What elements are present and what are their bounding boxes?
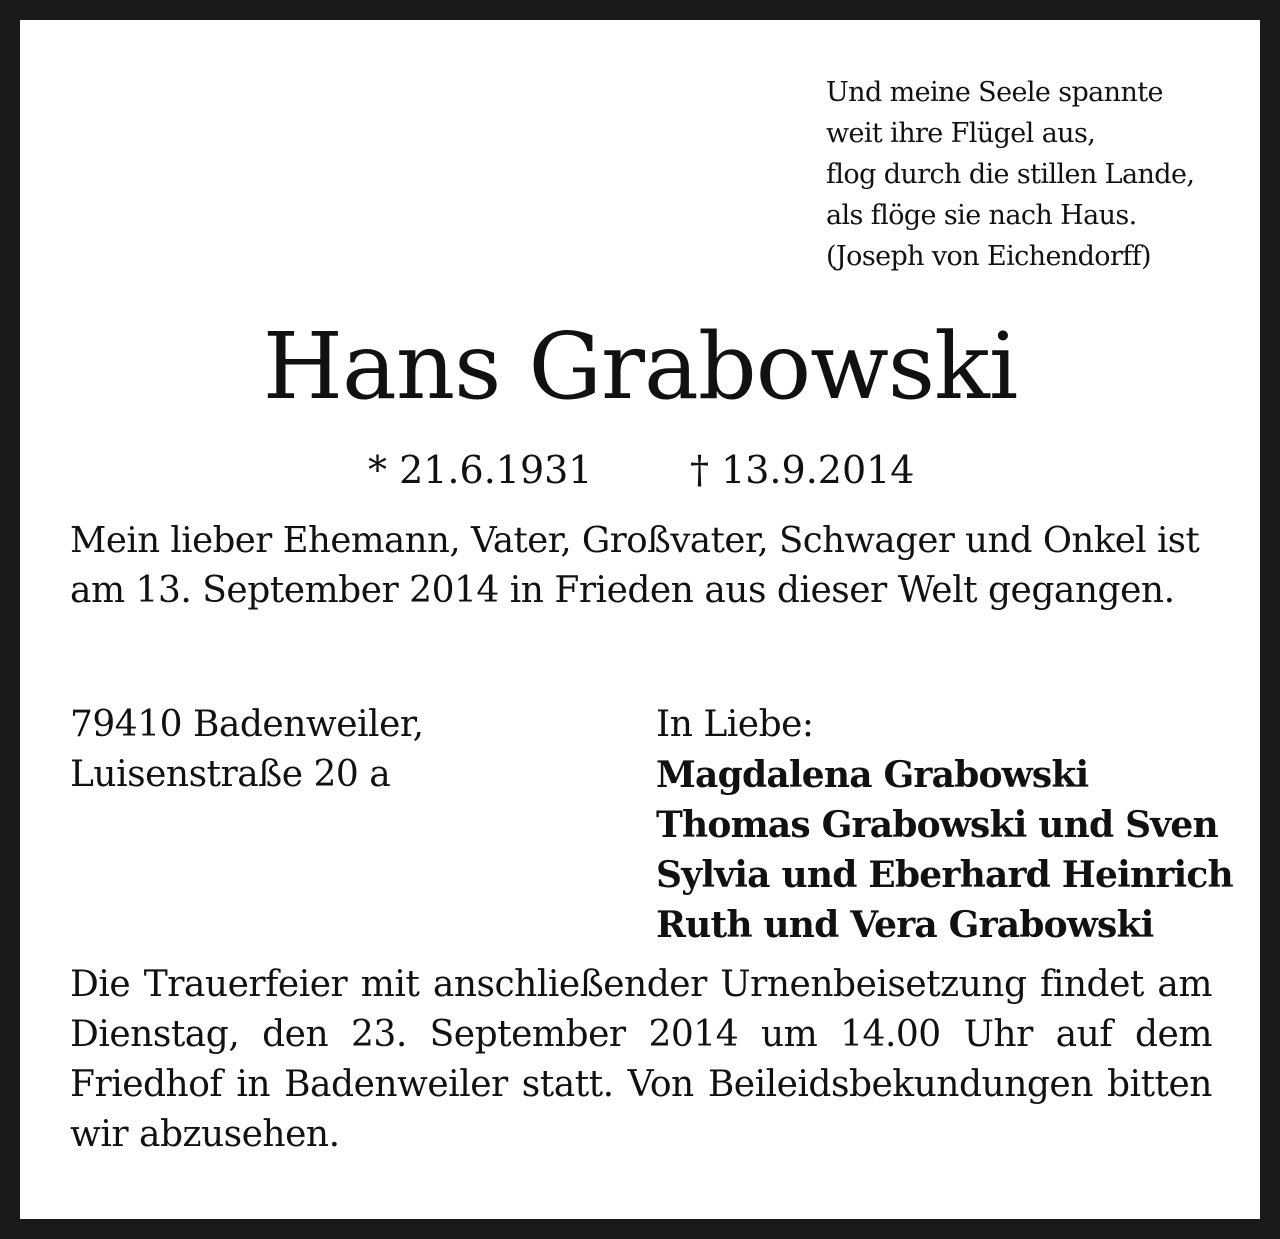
service-line: wir abzusehen.	[70, 1114, 340, 1155]
service-line: Dienstag, den 23. September 2014 um 14.00 Uhr auf dem	[70, 1014, 1212, 1055]
mourners-block	[656, 700, 1233, 950]
mourners-heading: In Liebe:	[656, 704, 814, 745]
mourner-name: Ruth und Vera Grabowski	[656, 904, 1154, 946]
address-city: 79410 Badenweiler,	[70, 704, 424, 745]
poem-line: als flöge sie nach Haus.	[826, 200, 1137, 231]
intro-line: Mein lieber Ehemann, Vater, Großvater, Schwager und Onkel ist	[70, 520, 1200, 561]
intro-paragraph	[70, 516, 1212, 616]
address-block	[70, 700, 424, 800]
poem-quote	[826, 72, 1194, 277]
poem-author: (Joseph von Eichendorff)	[826, 241, 1151, 272]
mourner-name: Magdalena Grabowski	[656, 754, 1089, 796]
mourner-name: Sylvia und Eberhard Heinrich	[656, 854, 1233, 896]
mourner-name: Thomas Grabowski und Sven	[656, 804, 1218, 846]
service-line: Die Trauerfeier mit anschließender Urnenbeisetzung findet am	[70, 964, 1212, 1005]
deceased-name: Hans Grabowski	[262, 313, 1018, 420]
poem-line: weit ihre Flügel aus,	[826, 118, 1096, 149]
poem-line: flog durch die stillen Lande,	[826, 159, 1195, 190]
poem-line: Und meine Seele spannte	[826, 77, 1163, 108]
service-paragraph	[70, 960, 1212, 1160]
birth-date: * 21.6.1931	[368, 448, 593, 492]
service-line: Friedhof in Badenweiler statt. Von Beileidsbekundungen bitten	[70, 1064, 1212, 1105]
address-street: Luisenstraße 20 a	[70, 754, 391, 795]
death-date: † 13.9.2014	[690, 448, 915, 492]
intro-line: am 13. September 2014 in Frieden aus dieser Welt gegangen.	[70, 570, 1175, 611]
